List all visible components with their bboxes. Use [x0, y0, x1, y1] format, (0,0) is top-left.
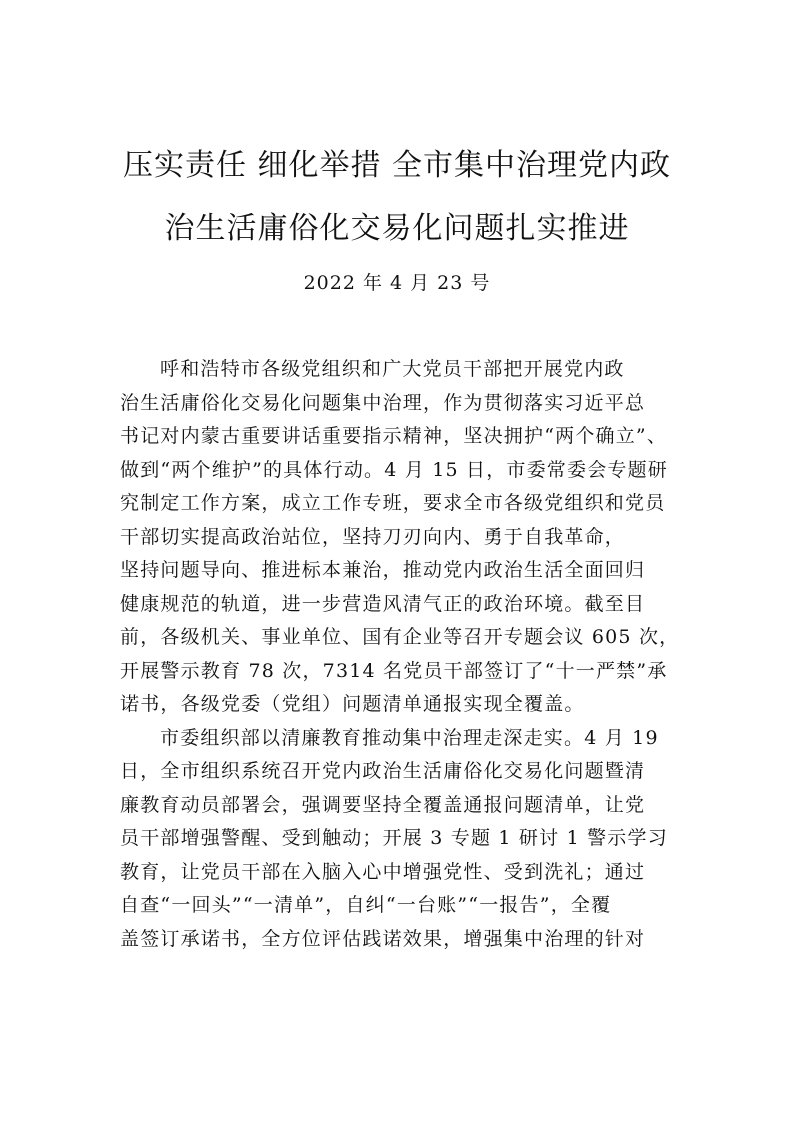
document-date: 2022 年 4 月 23 号 — [303, 272, 491, 294]
paragraph-line: 健康规范的轨道，进一步营造风清气正的政治环境。截至目 — [120, 592, 646, 615]
paragraph-line: 书记对内蒙古重要讲话重要指示精神，坚决拥护“两个确立”、 — [120, 425, 668, 447]
paragraph-line: 日，全市组织系统召开党内政治生活庸俗化交易化问题暨清 — [120, 760, 646, 782]
paragraph-line: 自查“一回头”“一清单”，自纠“一台账”“一报告”，全覆 — [120, 894, 612, 916]
title-line-2: 治生活庸俗化交易化问题扎实推进 — [164, 211, 630, 246]
paragraph-1 — [120, 353, 680, 722]
paragraph-2 — [120, 722, 680, 957]
title-line-1: 压实责任 细化举措 全市集中治理党内政 — [122, 148, 672, 183]
paragraph-line: 廉教育动员部署会，强调要坚持全覆盖通报问题清单，让党 — [120, 793, 646, 816]
paragraph-line: 治生活庸俗化交易化问题集中治理，作为贯彻落实习近平总 — [120, 391, 646, 414]
paragraph-line: 诺书，各级党委（党组）问题清单通报实现全覆盖。 — [120, 693, 585, 715]
paragraph-line: 盖签订承诺书，全方位评估践诺效果，增强集中治理的针对 — [120, 927, 646, 950]
paragraph-line: 教育，让党员干部在入脑入心中增强党性、受到洗礼；通过 — [120, 860, 646, 883]
paragraph-line: 员干部增强警醒、受到触动；开展 3 专题 1 研讨 1 警示学习 — [120, 827, 668, 849]
document-body — [120, 353, 680, 956]
paragraph-line: 坚持问题导向、推进标本兼治，推动党内政治生活全面回归 — [120, 559, 646, 581]
paragraph-line: 市委组织部以清廉教育推动集中治理走深走实。4 月 19 — [160, 726, 659, 749]
paragraph-line: 做到“两个维护”的具体行动。4 月 15 日，市委常委会专题研 — [120, 458, 669, 481]
paragraph-line: 究制定工作方案，成立工作专班，要求全市各级党组织和党员 — [120, 492, 666, 514]
paragraph-line: 前，各级机关、事业单位、国有企业等召开专题会议 605 次， — [120, 626, 680, 648]
paragraph-line: 干部切实提高政治站位，坚持刀刃向内、勇于自我革命， — [120, 525, 626, 548]
paragraph-line: 开展警示教育 78 次，7314 名党员干部签订了“十一严禁”承 — [120, 659, 668, 682]
paragraph-line: 呼和浩特市各级党组织和广大党员干部把开展党内政 — [160, 358, 625, 380]
